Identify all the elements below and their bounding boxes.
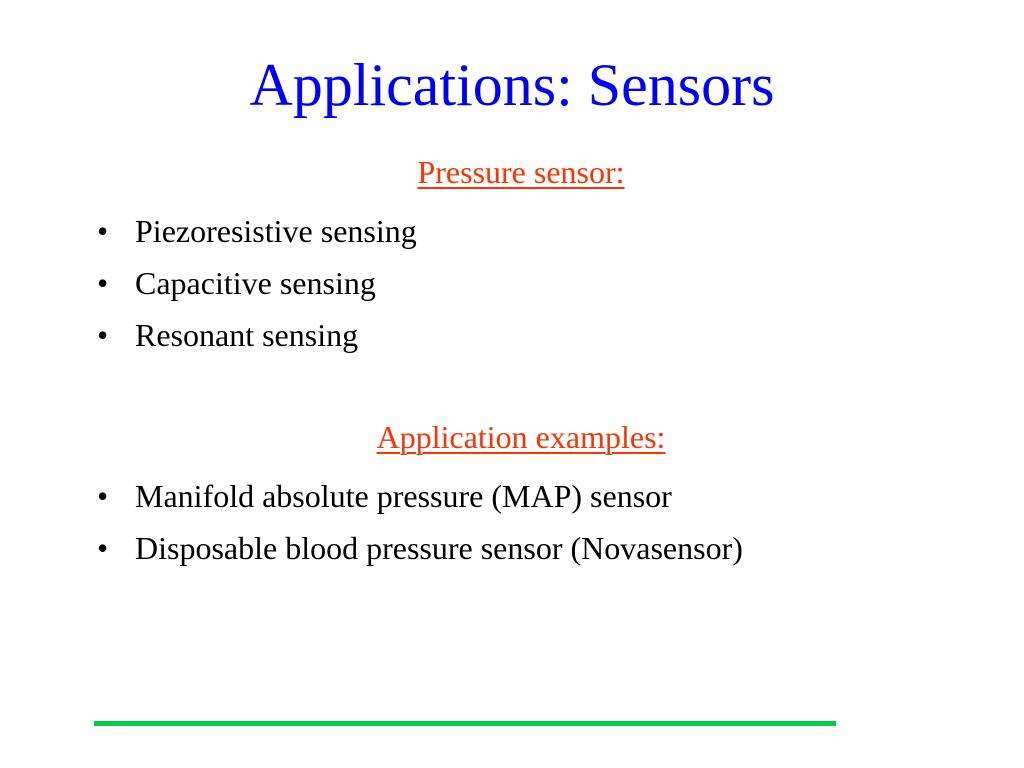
list-item-text: Piezoresistive sensing (135, 213, 417, 249)
bullet-icon: • (97, 530, 109, 566)
section-heading-application-examples: Application examples: (376, 419, 666, 455)
list-item (97, 522, 743, 574)
list-item (97, 470, 743, 522)
list-item (97, 205, 417, 257)
list-item-text: Manifold absolute pressure (MAP) sensor (135, 478, 672, 514)
bullet-icon: • (97, 478, 109, 514)
list-item (97, 309, 417, 361)
section-heading-pressure-sensor: Pressure sensor: (417, 154, 625, 190)
slide-title: Applications: Sensors (249, 52, 775, 118)
bullet-icon: • (97, 213, 109, 249)
list-item-text: Disposable blood pressure sensor (Novasensor) (135, 530, 743, 566)
list-item-text: Resonant sensing (135, 317, 359, 353)
bullet-icon: • (97, 317, 109, 353)
bullet-icon: • (97, 265, 109, 301)
application-examples-list (97, 470, 743, 574)
list-item (97, 257, 417, 309)
bottom-divider (94, 721, 836, 726)
list-item-text: Capacitive sensing (135, 265, 376, 301)
pressure-sensor-list (97, 205, 417, 361)
